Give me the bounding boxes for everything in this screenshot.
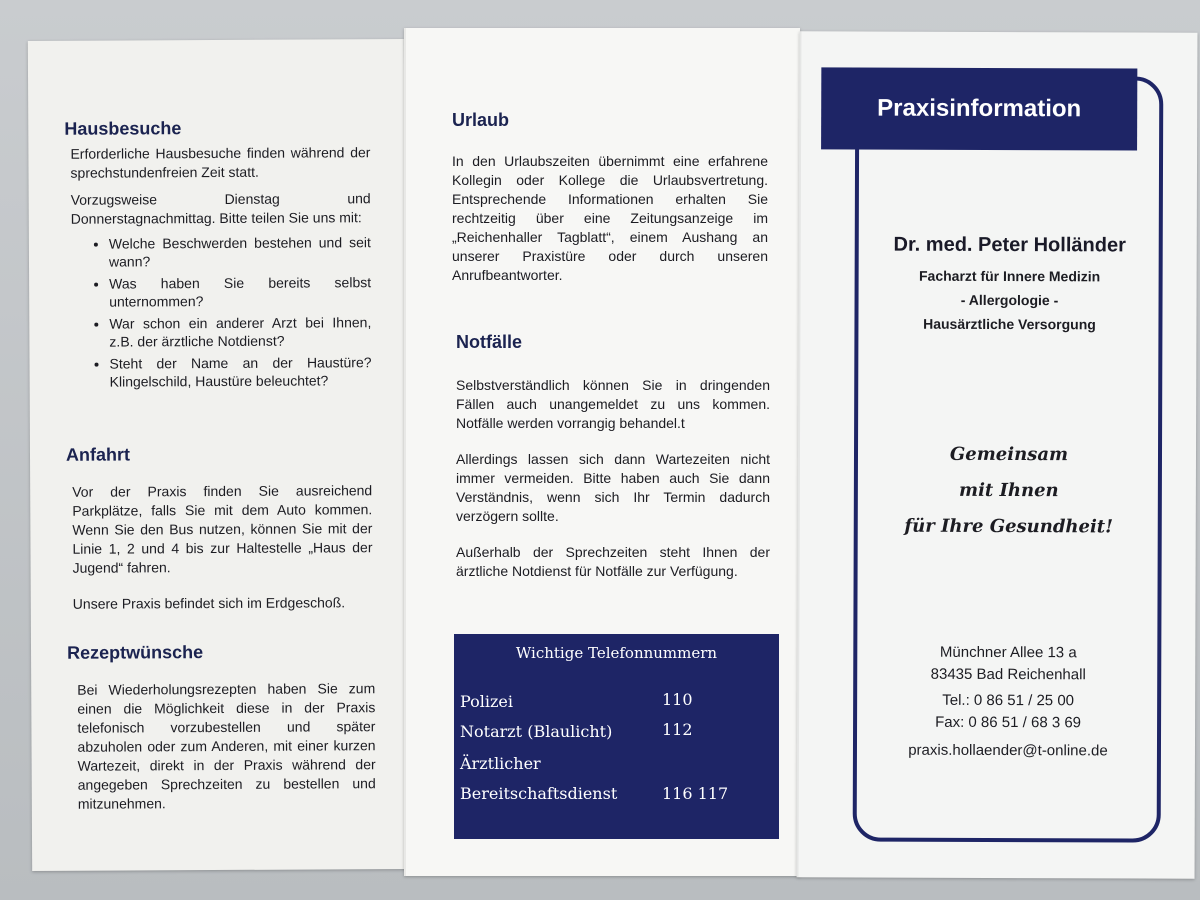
notfaelle-paragraph-3: Außerhalb der Sprechzeiten steht Ihnen der ärztliche Notdienst für Notfälle zur Verfügung. <box>456 544 770 579</box>
anfahrt-paragraph-1: Vor der Praxis finden Sie ausreichend Parkplätze, falls Sie mit dem Auto kommen. Wenn Sie den Bus nutzen, können Sie mit der Linie 1, 2 und 4 bis zur Haltestelle „Haus der Jugend“ fahren. <box>72 482 373 576</box>
rezeptwuensche-paragraph: Bei Wiederholungsrezepten haben Sie zum einen die Möglichkeit diese in der Praxis telefonisch vorzubestellen und später abzuholen oder zum Anderen, mit einer kurzen Wartezeit, direkt in der Praxis während der angegeben Sprechzeiten zu bestellen und mitzunehmen. <box>77 680 376 812</box>
list-item: • Was haben Sie bereits selbst unternommen? <box>109 273 371 310</box>
bereitschaftsdienst-number: 116 117 <box>662 784 729 803</box>
list-item: • Welche Beschwerden bestehen und seit wann? <box>109 233 371 270</box>
address-street: Münchner Allee 13 a <box>939 643 1077 662</box>
urlaub-section <box>452 152 768 285</box>
praxisinformation-title: Praxisinformation <box>821 67 1137 150</box>
urlaub-paragraph: In den Urlaubszeiten übernimmt eine erfahrene Kollegin oder Kollege die Urlaubsvertretung. Entsprechende Informationen erhalten Sie rechtzeitig über eine Zeitungsanzeige im „Reichenhaller Tagblatt“, einem Aushang an unserer Praxistüre oder durch unseren Anrufbeantworter. <box>452 153 768 283</box>
notarzt-number: 112 <box>662 720 693 739</box>
slogan-line-2: mit Ihnen <box>959 479 1059 502</box>
phone-number: Tel.: 0 86 51 / 25 00 <box>942 691 1075 710</box>
notarzt-label: Notarzt (Blaulicht) <box>460 722 613 741</box>
doctor-allergologie: - Allergologie - <box>960 291 1059 309</box>
hausbesuche-list <box>71 233 372 391</box>
list-item: • Steht der Name an der Haustüre? Klingelschild, Haustüre beleuchtet? <box>109 353 371 390</box>
brochure-panel-left <box>28 39 408 871</box>
brochure-panel-middle <box>404 28 800 876</box>
email-address: praxis.hollaender@t-online.de <box>908 741 1108 760</box>
anfahrt-heading: Anfahrt <box>65 444 131 465</box>
doctor-name: Dr. med. Peter Holländer <box>893 233 1126 257</box>
notfaelle-section <box>456 376 770 598</box>
phone-numbers-box <box>454 634 779 839</box>
bereitschaftsdienst-label: Bereitschaftsdienst <box>460 784 618 803</box>
list-item: • War schon ein anderer Arzt bei Ihnen, z.B. der ärztliche Notdienst? <box>109 313 371 350</box>
polizei-number: 110 <box>662 690 693 709</box>
hausbesuche-paragraph-2: Vorzugsweise Dienstag und Donnerstagnachmittag. Bitte teilen Sie uns mit: <box>70 190 371 227</box>
anfahrt-paragraph-2: Unsere Praxis befindet sich im Erdgeschoß. <box>72 594 346 612</box>
hausbesuche-paragraph-1: Erforderliche Hausbesuche finden während der sprechstundenfreien Zeit statt. <box>70 144 371 181</box>
hausbesuche-section <box>70 143 371 395</box>
fold-line <box>404 28 406 876</box>
slogan-line-3: für Ihre Gesundheit! <box>904 515 1114 538</box>
notfaelle-paragraph-2: Allerdings lassen sich dann Wartezeiten nicht immer vermeiden. Bitte haben auch Sie dann Verständnis, wenn sich Ihr Termin dadurch verzögern sollte. <box>456 451 770 524</box>
notfaelle-heading: Notfälle <box>456 332 523 352</box>
hausbesuche-heading: Hausbesuche <box>64 118 182 139</box>
address-city: 83435 Bad Reichenhall <box>930 665 1086 684</box>
doctor-hausarzt: Hausärztliche Versorgung <box>923 315 1096 333</box>
slogan-line-1: Gemeinsam <box>949 443 1069 466</box>
brochure-panel-right <box>797 31 1198 878</box>
rezeptwuensche-heading: Rezeptwünsche <box>66 642 204 663</box>
anfahrt-section <box>72 481 373 614</box>
phone-numbers-title: Wichtige Telefonnummern <box>515 644 718 662</box>
doctor-specialty: Facharzt für Innere Medizin <box>918 267 1101 285</box>
notfaelle-paragraph-1: Selbstverständlich können Sie in dringenden Fällen auch unangemeldet zu uns kommen. Notfälle werden vorrangig behandel.t <box>456 377 770 431</box>
fax-number: Fax: 0 86 51 / 68 3 69 <box>935 713 1082 732</box>
rezeptwuensche-section <box>77 679 376 814</box>
urlaub-heading: Urlaub <box>452 110 510 130</box>
polizei-label: Polizei <box>460 692 513 711</box>
aerztlicher-label: Ärztlicher <box>460 754 541 773</box>
